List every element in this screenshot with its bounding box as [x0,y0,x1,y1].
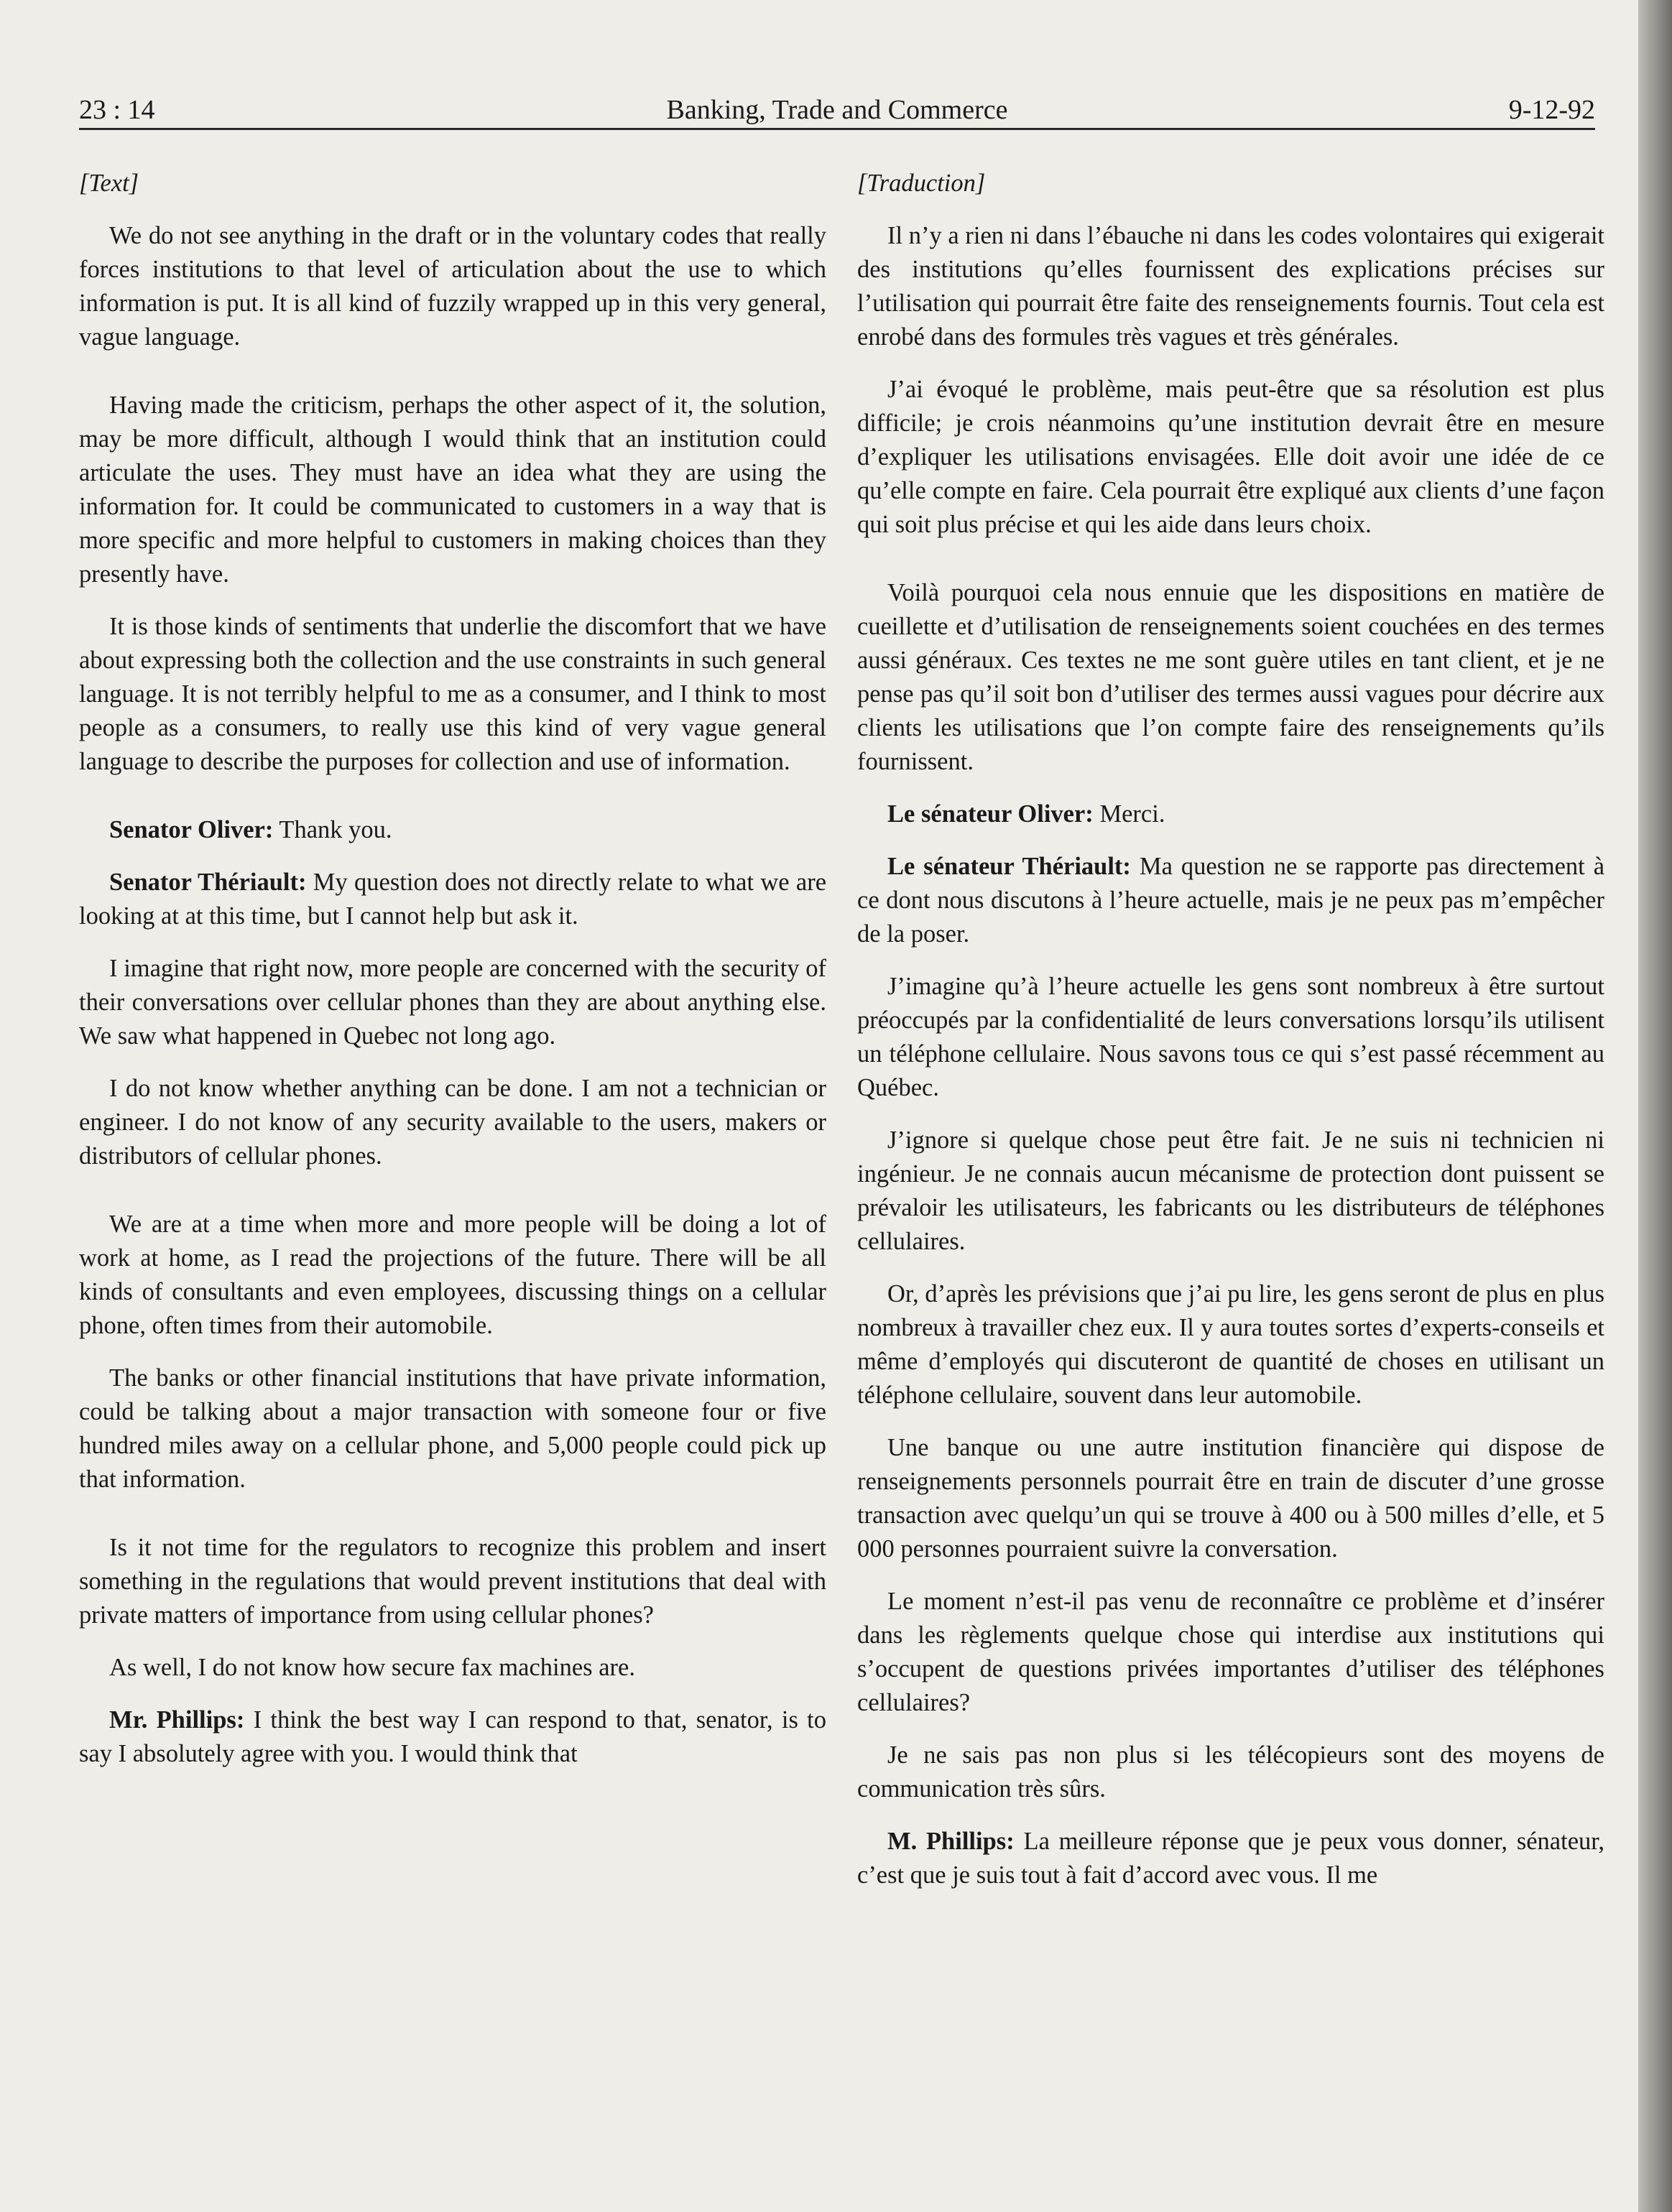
paragraph [79,389,826,591]
paragraph-text: Le moment n’est-il pas venu de reconnaître ce problème et d’insérer dans les règlements quelque chose qui interdise aux institutions qui s’occupent de questions privées importantes d’utiliser des téléphones cellulaires? [857,1588,1604,1716]
paragraph-text: The banks or other financial institutions that have private information, could be talking about a major transaction with someone four or five hundred miles away on a cellular phone, and 5,000 people could pick up that information. [79,1364,826,1493]
paragraph [857,219,1604,354]
paragraph [79,1208,826,1343]
paragraph [857,373,1604,542]
paragraph-text: We do not see anything in the draft or in the voluntary codes that really forces institutions to that level of articulation about the use to which information is put. It is all kind of fuzzily wrapped up in this very general, vague language. [79,222,826,351]
paragraph-text: I think the best way I can respond to that, senator, is to say I absolutely agree with you. I would think that [79,1706,826,1767]
header-date: 9-12-92 [1508,95,1595,125]
french-paragraphs [857,219,1604,1892]
speaker-name: M. Phillips: [887,1828,1015,1855]
paragraph [79,952,826,1053]
paragraph-text: Thank you. [279,816,392,843]
paragraph-text: Having made the criticism, perhaps the other aspect of it, the solution, may be more difficult, although I would think that an institution could articulate the uses. They must have an idea what they are using the information for. It could be communicated to customers in a way that is more specific and more helpful to customers in making choices than they presently have. [79,392,826,588]
paragraph-text: J’imagine qu’à l’heure actuelle les gens sont nombreux à être surtout préoccupés par la confidentialité de leurs conversations lorsqu’ils utilisent un téléphone cellulaire. Nous savons tous ce qui s’est passé récemment au Québec. [857,973,1604,1101]
paragraph [79,1703,826,1771]
paragraph-text: We are at a time when more and more people will be doing a lot of work at home, as I read the projections of the future. There will be all kinds of consultants and even employees, discussing things on a cellular phone, often times from their automobile. [79,1211,826,1339]
paragraph-text: Voilà pourquoi cela nous ennuie que les dispositions en matière de cueillette et d’utilisation de renseignements soient couchées en des termes aussi généraux. Ces textes ne me sont guère utiles en tant client, et je ne pense pas qu’il soit bon d’utiliser des termes aussi vagues pour décrire aux clients les utilisations que l’on compte faire des renseignements qu’ils fournissent. [857,579,1604,775]
english-column [79,167,826,1771]
paragraph [79,1531,826,1632]
paragraph-text: Je ne sais pas non plus si les télécopieurs sont des moyens de communication très sûrs. [857,1741,1604,1803]
speaker-name: Senator Oliver: [109,816,274,843]
paragraph [79,1072,826,1173]
paragraph-text: La meilleure réponse que je peux vous donner, sénateur, c’est que je suis tout à fait d’accord avec vous. Il me [857,1828,1604,1889]
paragraph [857,576,1604,779]
paragraph-text: Is it not time for the regulators to recognize this problem and insert something in the regulations that would prevent institutions that deal with private matters of importance from using cellular phones? [79,1534,826,1629]
paragraph [857,1431,1604,1566]
speaker-name: Le sénateur Thériault: [887,853,1131,880]
french-column [857,167,1604,1892]
page-edge-shadow [1638,0,1672,2212]
running-header [79,92,1595,128]
paragraph-text: My question does not directly relate to what we are looking at at this time, but I cannot help but ask it. [79,869,827,930]
paragraph [79,813,826,847]
paragraph-text: It is those kinds of sentiments that underlie the discomfort that we have about expressing both the collection and the use constraints in such general language. It is not terribly helpful to me as a consumer, and I think to most people as a consumers, to really use this kind of very vague general language to describe the purposes for collection and use of information. [79,613,826,775]
header-page-ref: 23 : 14 [79,95,155,125]
paragraph-text: Or, d’après les prévisions que j’ai pu lire, les gens seront de plus en plus nombreux à travailler chez eux. Il y aura toutes sortes d’experts-conseils et même d’employés qui discuteront de quantité de choses en utilisant un téléphone cellulaire, souvent dans leur automobile. [857,1280,1604,1409]
english-paragraphs [79,219,826,1771]
paragraph [857,1124,1604,1259]
paragraph [79,1651,826,1685]
speaker-name: Le sénateur Oliver: [887,800,1094,828]
paragraph-text: Il n’y a rien ni dans l’ébauche ni dans les codes volontaires qui exigerait des institutions qu’elles fournissent des explications précises sur l’utilisation qui pourrait être faite des renseignements fournis. Tout cela est enrobé dans des formules très vagues et très générales. [857,222,1604,351]
speaker-name: Mr. Phillips: [109,1706,245,1734]
paragraph [857,1739,1604,1806]
header-rule [79,128,1595,130]
paragraph-text: J’ignore si quelque chose peut être fait. Je ne suis ni technicien ni ingénieur. Je ne connais aucun mécanisme de protection dont puissent se prévaloir les utilisateurs, les fabricants ou les distributeurs de téléphones cellulaires. [857,1126,1604,1255]
paragraph-text: Merci. [1099,800,1165,828]
paragraph [857,1825,1604,1892]
paragraph [857,1585,1604,1720]
paragraph-text: Une banque ou une autre institution financière qui dispose de renseignements personnels pourrait être en train de discuter d’une grosse transaction avec quelqu’un qui se trouve à 400 ou à 500 milles d’elle, et 5 000 personnes pourraient suivre la conversation. [857,1434,1604,1563]
paragraph-text: Ma question ne se rapporte pas directement à ce dont nous discutons à l’heure actuelle, mais je ne peux pas m’empêcher de la poser. [857,853,1605,948]
paragraph-text: I do not know whether anything can be done. I am not a technician or engineer. I do not know of any security available to the users, makers or distributors of cellular phones. [79,1075,826,1170]
paragraph [857,1277,1604,1412]
paragraph [79,1361,826,1496]
paragraph-text: As well, I do not know how secure fax machines are. [109,1654,635,1681]
paragraph [857,850,1604,951]
paragraph [857,797,1604,831]
paragraph-text: I imagine that right now, more people are concerned with the security of their conversations over cellular phones than they are about anything else. We saw what happened in Quebec not long ago. [79,955,826,1050]
column-label: [Traduction] [857,170,986,197]
paragraph [79,219,826,354]
paragraph [857,970,1604,1105]
paragraph-text: J’ai évoqué le problème, mais peut-être que sa résolution est plus difficile; je crois néanmoins qu’une institution devrait être en mesure d’expliquer les utilisations envisagées. Elle doit avoir une idée de ce qu’elle compte en faire. Cela pourrait être expliqué aux clients d’une façon qui soit plus précise et qui les aide dans leurs choix. [857,376,1604,538]
speaker-name: Senator Thériault: [109,869,307,896]
paragraph [79,866,826,933]
header-title: Banking, Trade and Commerce [666,95,1008,125]
column-label: [Text] [79,170,139,197]
paragraph [79,610,826,779]
